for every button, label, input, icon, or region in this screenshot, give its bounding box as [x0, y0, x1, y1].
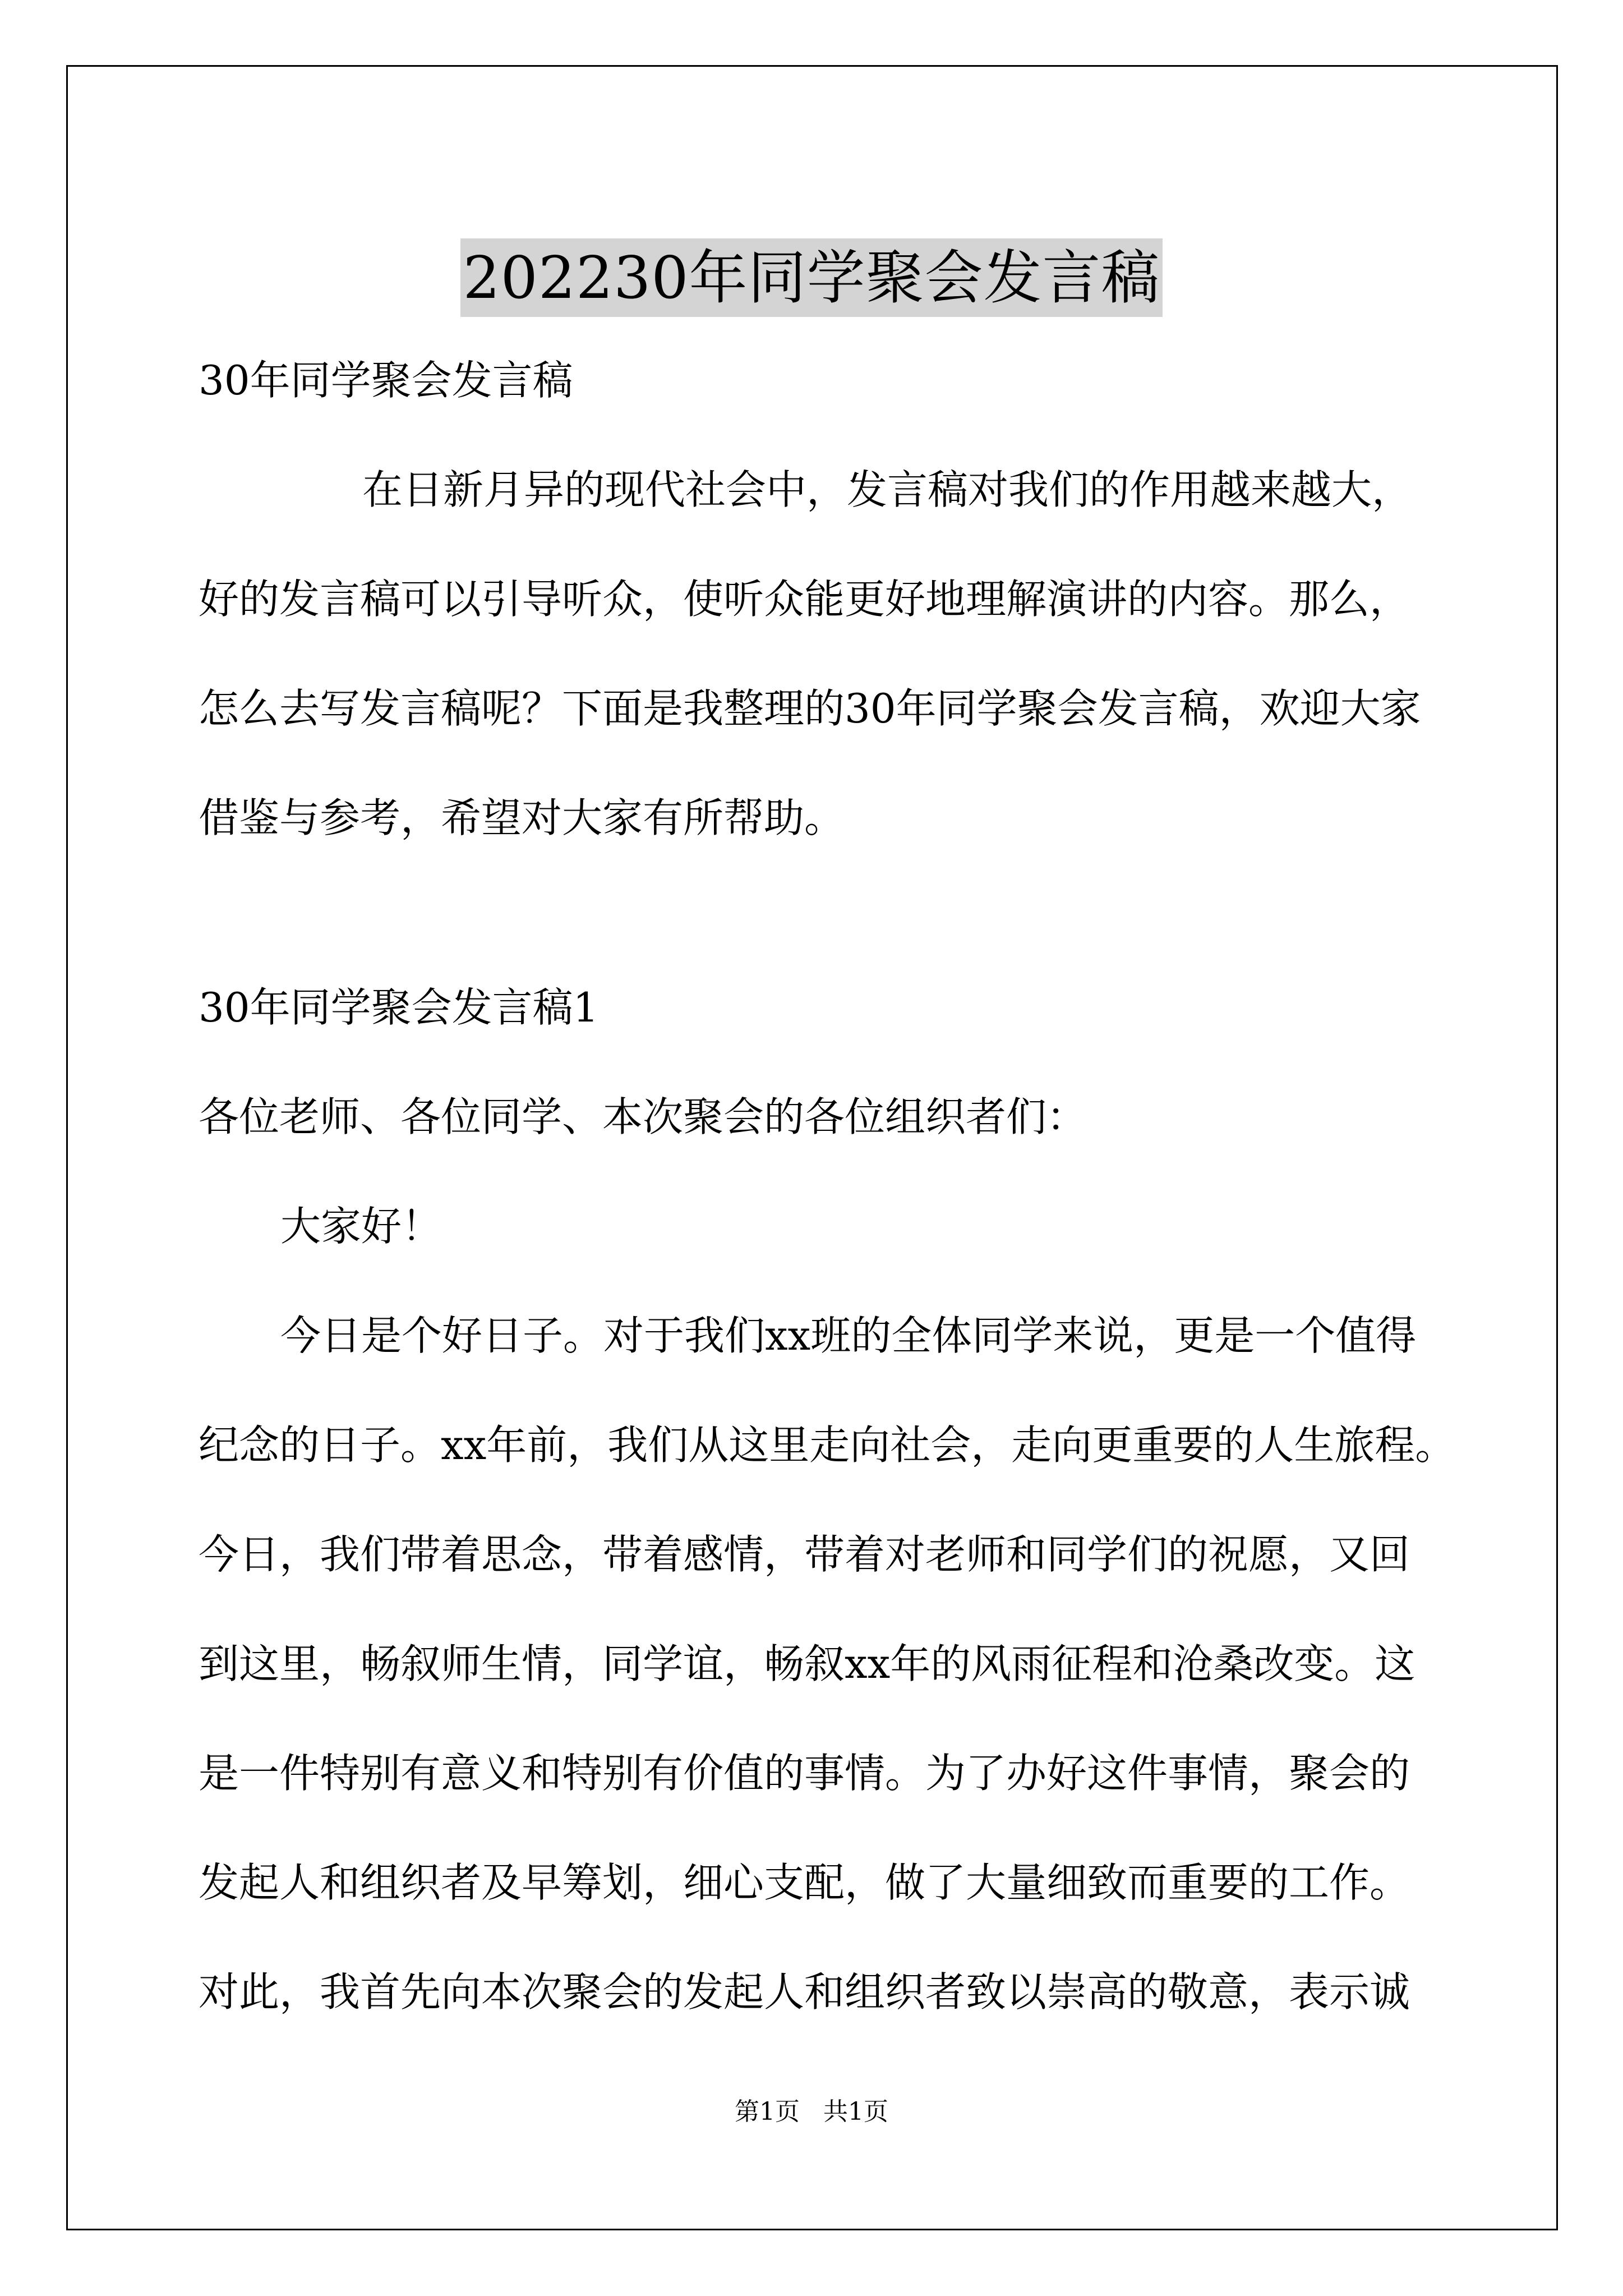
body-line-6: 发起人和组织者及早筹划，细心支配，做了大量细致而重要的工作。 [199, 1859, 1410, 1906]
page-footer [0, 2095, 1623, 2129]
body-line-4: 到这里，畅叙师生情，同学谊，畅叙xx年的风雨征程和沧桑改变。这 [199, 1640, 1415, 1687]
page-total: 共1页 [823, 2097, 888, 2126]
salutation-line: 各位老师、各位同学、本次聚会的各位组织者们： [199, 1093, 1087, 1140]
page-number: 第1页 [735, 2097, 800, 2126]
greeting-line: 大家好！ [280, 1203, 442, 1250]
intro-line-4: 借鉴与参考，希望对大家有所帮助。 [199, 794, 845, 841]
intro-line-3: 怎么去写发言稿呢？下面是我整理的30年同学聚会发言稿，欢迎大家 [199, 685, 1421, 732]
body-line-1: 今日是个好日子。对于我们xx班的全体同学来说，更是一个值得 [280, 1312, 1417, 1359]
body-line-2: 纪念的日子。xx年前，我们从这里走向社会，走向更重要的人生旅程。 [199, 1421, 1456, 1469]
title-container [0, 199, 1623, 356]
body-line-5: 是一件特别有意义和特别有价值的事情。为了办好这件事情，聚会的 [199, 1750, 1410, 1797]
body-line-7: 对此，我首先向本次聚会的发起人和组织者致以崇高的敬意，表示诚 [199, 1968, 1410, 2016]
document-title: 202230年同学聚会发言稿 [460, 238, 1162, 317]
body-line-3: 今日，我们带着思念，带着感情，带着对老师和同学们的祝愿，又回 [199, 1531, 1410, 1578]
subtitle-line: 30年同学聚会发言稿 [199, 357, 573, 404]
section-heading: 30年同学聚会发言稿1 [199, 984, 599, 1031]
intro-line-1: 在日新月异的现代社会中，发言稿对我们的作用越来越大， [362, 466, 1413, 513]
intro-line-2: 好的发言稿可以引导听众，使听众能更好地理解演讲的内容。那么， [199, 576, 1410, 623]
